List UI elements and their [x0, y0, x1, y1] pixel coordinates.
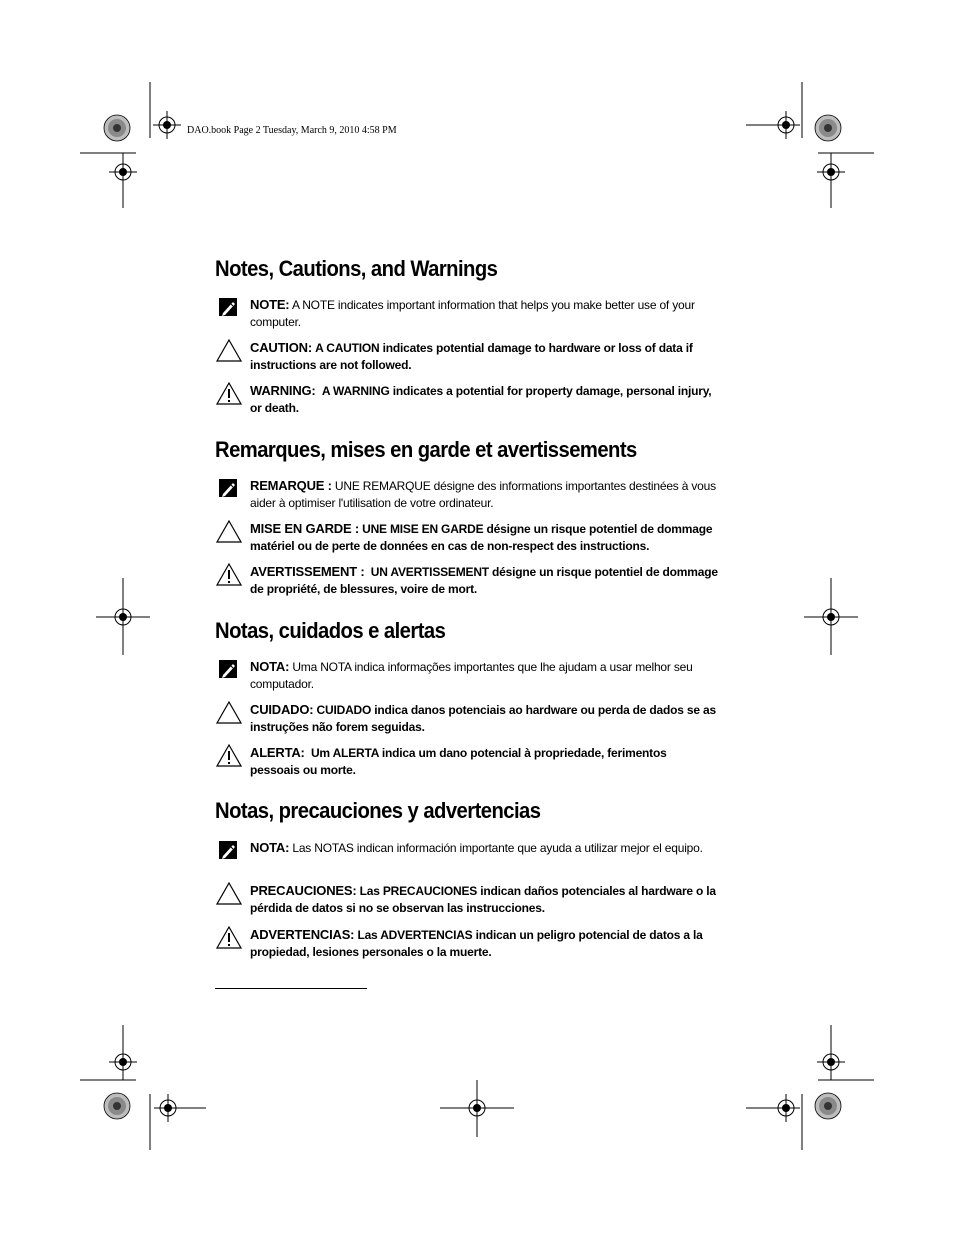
- pencil-note-icon: [215, 296, 243, 320]
- warning-label: ADVERTENCIAS:: [250, 927, 355, 942]
- registration-mark-icon: [817, 1048, 845, 1076]
- pencil-note-icon: [215, 839, 243, 863]
- caution-triangle-icon: [215, 520, 243, 544]
- caution-triangle-icon: [215, 882, 243, 906]
- note-text: Las NOTAS indican información importante que ayuda a utilizar mejor el equipo.: [292, 841, 703, 855]
- note-label: NOTA:: [250, 840, 290, 855]
- pencil-note-icon: [215, 477, 243, 501]
- star-target-mark-icon: [104, 115, 130, 141]
- registration-mark-icon: [109, 1048, 137, 1076]
- star-target-mark-icon: [815, 1093, 841, 1119]
- note-label: NOTA:: [250, 659, 290, 674]
- section-title-english: Notes, Cautions, and Warnings: [215, 256, 498, 281]
- warning-exclamation-triangle-icon: [215, 382, 243, 406]
- pencil-note-icon: [215, 658, 243, 682]
- warning-label: AVERTISSEMENT :: [250, 564, 365, 579]
- warning-exclamation-triangle-icon: [215, 744, 243, 768]
- caution-label: CUIDADO:: [250, 702, 314, 717]
- star-target-mark-icon: [815, 115, 841, 141]
- warning-label: ALERTA:: [250, 745, 305, 760]
- warning-text: UN AVERTISSEMENT désigne un risque potentiel de dommage de propriété, de blessures, voire de mort.: [250, 565, 718, 596]
- warning-exclamation-triangle-icon: [215, 563, 243, 587]
- registration-mark-icon: [772, 1094, 800, 1122]
- warning-text: Las ADVERTENCIAS indican un peligro potencial de datos a la propiedad, lesiones personales o la muerte.: [250, 928, 703, 959]
- caution-label: PRECAUCIONES:: [250, 883, 357, 898]
- warning-exclamation-triangle-icon: [215, 926, 243, 950]
- warning-text: Um ALERTA indica um dano potencial à propriedade, ferimentos pessoais ou morte.: [250, 746, 667, 777]
- registration-mark-icon: [817, 158, 845, 186]
- registration-mark-icon: [817, 603, 845, 631]
- star-target-mark-icon: [104, 1093, 130, 1119]
- section-title-spanish: Notas, precauciones y advertencias: [215, 798, 541, 823]
- caution-triangle-icon: [215, 339, 243, 363]
- registration-mark-icon: [772, 111, 800, 139]
- caution-label: CAUTION:: [250, 340, 312, 355]
- registration-mark-icon: [109, 603, 137, 631]
- footnote-divider: [215, 988, 367, 989]
- print-slug-header: DAO.book Page 2 Tuesday, March 9, 2010 4:58 PM: [187, 125, 397, 136]
- warning-label: WARNING:: [250, 383, 316, 398]
- registration-mark-icon: [463, 1094, 491, 1122]
- caution-text: A CAUTION indicates potential damage to hardware or loss of data if instructions are not followed.: [250, 341, 693, 372]
- note-text: A NOTE indicates important information that helps you make better use of your computer.: [250, 298, 695, 329]
- section-title-portuguese: Notas, cuidados e alertas: [215, 618, 446, 643]
- warning-text: A WARNING indicates a potential for property damage, personal injury, or death.: [250, 384, 712, 415]
- registration-mark-icon: [154, 1094, 182, 1122]
- registration-mark-icon: [153, 111, 181, 139]
- section-title-french: Remarques, mises en garde et avertissements: [215, 437, 637, 462]
- caution-text: CUIDADO indica danos potenciais ao hardware ou perda de dados se as instruções não forem seguidas.: [250, 703, 716, 734]
- registration-mark-icon: [109, 158, 137, 186]
- note-label: NOTE:: [250, 297, 290, 312]
- note-label: REMARQUE :: [250, 478, 332, 493]
- note-text: UNE REMARQUE désigne des informations importantes destinées à vous aider à optimiser l'utilisation de votre ordinateur.: [250, 479, 716, 510]
- caution-text: Las PRECAUCIONES indican daños potenciales al hardware o la pérdida de datos si no se observan las instrucciones.: [250, 884, 716, 915]
- caution-text: UNE MISE EN GARDE désigne un risque potentiel de dommage matériel ou de perte de données en cas de non-respect des instructions.: [250, 522, 713, 553]
- note-text: Uma NOTA indica informações importantes que lhe ajudam a usar melhor seu computador.: [250, 660, 693, 691]
- caution-label: MISE EN GARDE :: [250, 521, 359, 536]
- caution-triangle-icon: [215, 701, 243, 725]
